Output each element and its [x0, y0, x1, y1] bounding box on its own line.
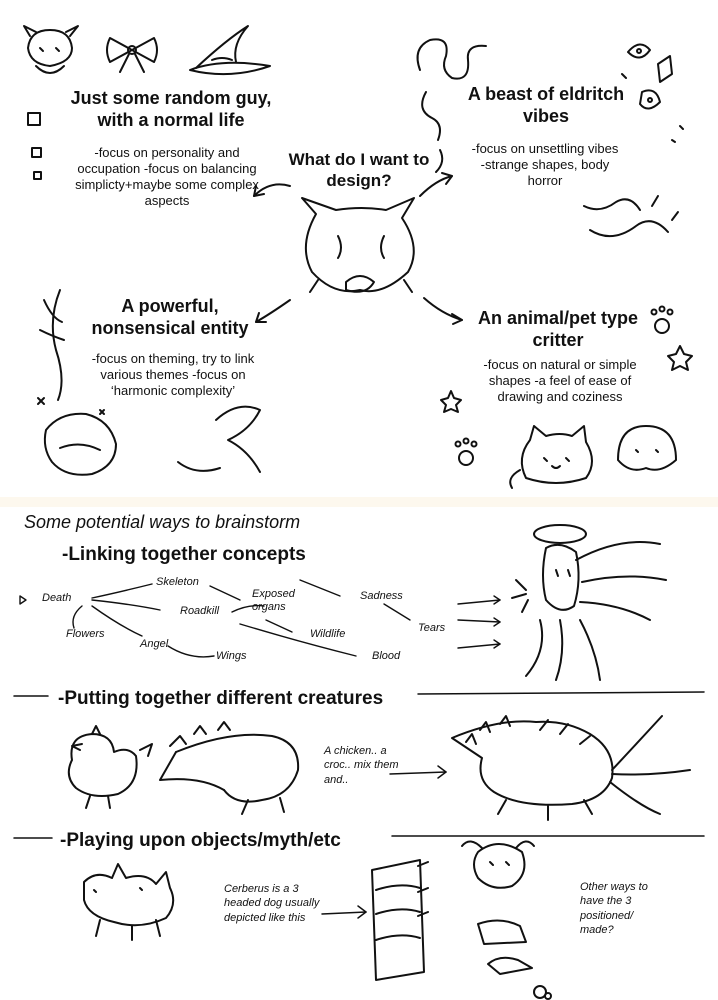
concept-death: Death [42, 592, 72, 604]
concept-flowers: Flowers [66, 628, 105, 640]
concept-skeleton: Skeleton [156, 576, 199, 588]
concept-angel: Angel [140, 638, 169, 650]
cerberus-note: Cerberus is a 3 headed dog usually depicted like this [224, 883, 320, 924]
method-title-creatures: -Putting together different creatures [58, 688, 384, 709]
branch-notes-random-guy: -focus on personality and occupation -focus on balancing simplicty+maybe some complex aspects [75, 145, 259, 208]
concept-sadness: Sadness [360, 590, 403, 602]
mindmap-panel [0, 0, 718, 497]
branch-title-critter: An animal/pet type critter [477, 308, 639, 350]
creatures-note: A chicken.. a croc.. mix them and.. [324, 745, 399, 786]
branch-notes-eldritch: -focus on unsettling vibes -strange shapes, body horror [471, 141, 619, 188]
branch-title-eldritch: A beast of eldritch vibes [467, 84, 625, 126]
branch-notes-entity: -focus on theming, try to link various themes -focus on ‘harmonic complexity’ [91, 351, 255, 398]
concept-roadkill: Roadkill [180, 605, 220, 617]
other-ways-note: Other ways to have the 3 positioned/ made? [580, 881, 648, 936]
concept-wildlife: Wildlife [310, 628, 346, 640]
branch-notes-critter: -focus on natural or simple shapes -a feel of ease of drawing and coziness [483, 357, 637, 404]
method-title-myth: -Playing upon objects/myth/etc [60, 830, 341, 851]
method-title-linking: -Linking together concepts [62, 544, 306, 565]
branch-title-random-guy: Just some random guy, with a normal life [70, 88, 272, 130]
branch-title-entity: A powerful, nonsensical entity [91, 296, 249, 338]
brainstorm-heading: Some potential ways to brainstorm [24, 512, 301, 532]
concept-exposed-organs: Exposed organs [252, 588, 295, 614]
concept-tears: Tears [418, 622, 446, 634]
concept-blood: Blood [372, 650, 401, 662]
center-question: What do I want to design? [288, 150, 430, 190]
concept-wings: Wings [216, 650, 247, 662]
